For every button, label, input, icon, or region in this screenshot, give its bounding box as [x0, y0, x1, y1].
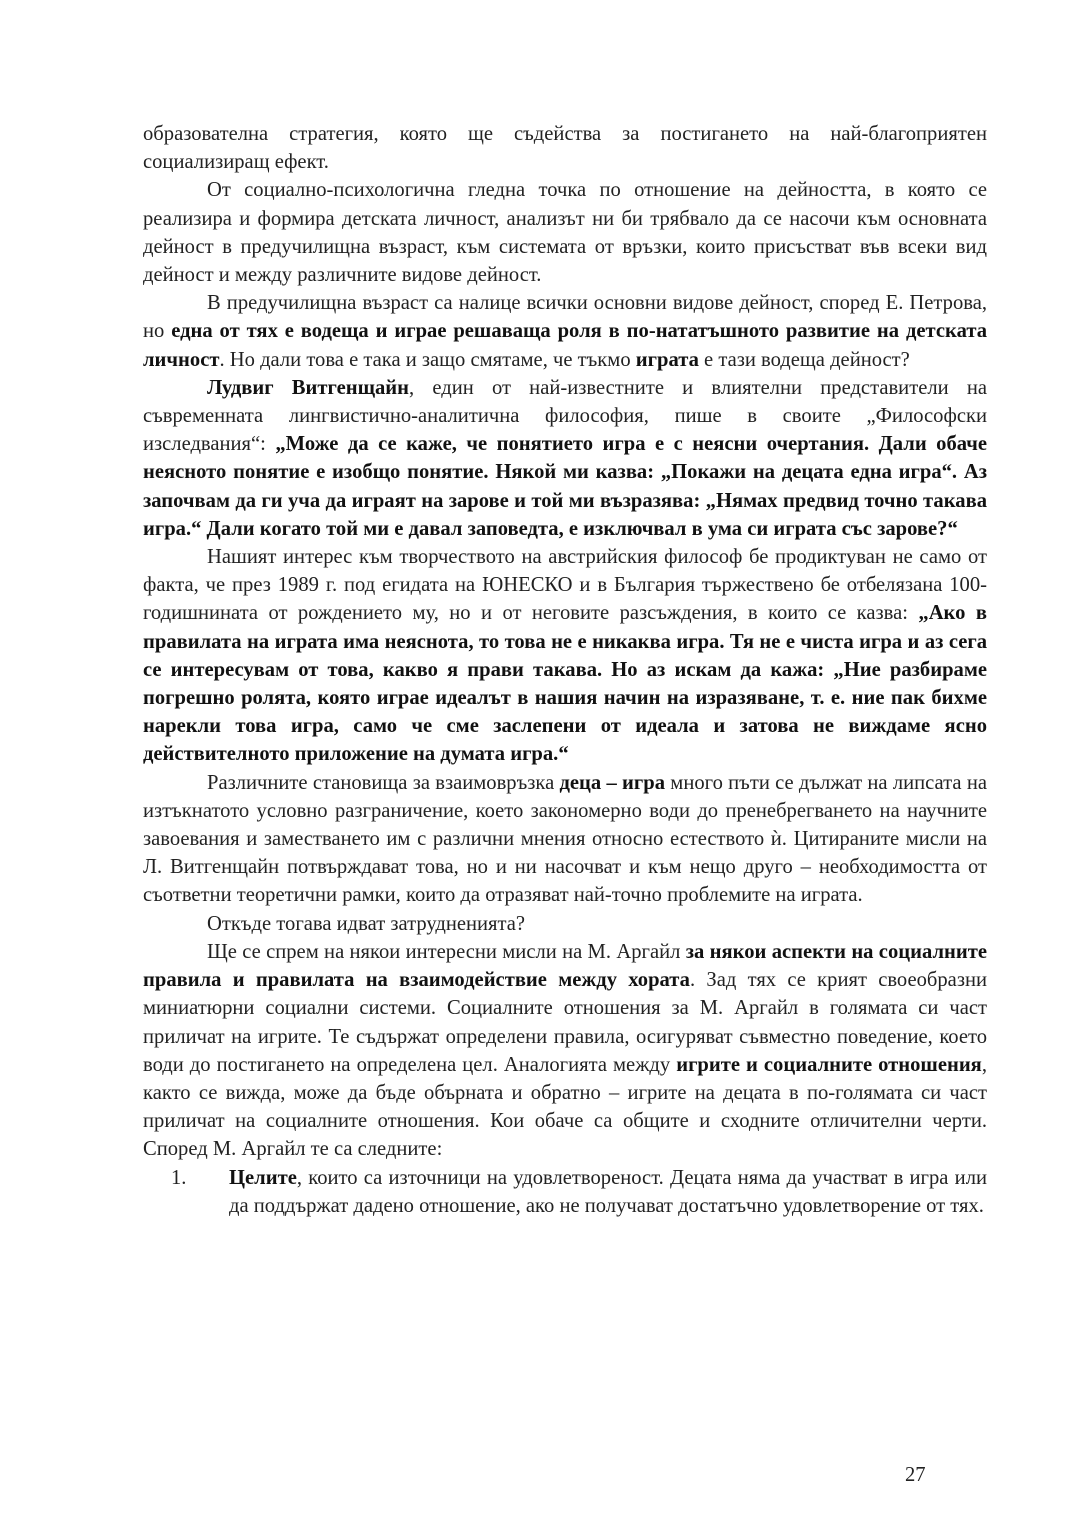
quotation: „Може да се каже, че понятието игра е с неясни очертания. Дали обаче неясното понятие е изобщо понятие. Някой ми казва: „Покажи на децата една игра“. Аз започвам да ги уча да играят на зарове и той ми възразява: „Нямах предвид точно такава игра.“ Дали когато той ми е давал заповедта, е изключвал в ума си играта със зарове?“: [143, 433, 987, 540]
page-number: 27: [905, 1464, 926, 1486]
paragraph-4: Лудвиг Витгенщайн, един от най-известните и влиятелни представители на съвременната лингвистично-аналитична философия, пише в своите „Философски изследвания“: „Може да се каже, че понятието игра е с неясни очертания. Дали обаче неясното понятие е изобщо понятие. Някой ми казва: „Покажи на децата една игра“. Аз започвам да ги уча да играят на зарове и той ми възразява: „Нямах предвид точно такава игра.“ Дали когато той ми е давал заповедта, е изключвал в ума си играта със зарове?“: [143, 376, 988, 540]
emphasis: за някои аспекти на социалните правила и правилата на взаимодействие между хората: [143, 940, 987, 992]
author-name: Лудвиг Витгенщайн: [207, 376, 410, 399]
quotation: „Ако в правилата на играта има неяснота, то това не е никаква игра. Тя не е чиста игра и аз сега се интересувам от това, какво я прави такава. Но аз искам да кажа: „Ние разбираме погрешно ролята, която играе идеалът в нашия начин на изразяване, т. е. ние пак бихме нарекли това игра, само че сме заслепени от идеала и затова не виждаме ясно действителното приложение на думата игра.“: [143, 602, 987, 766]
emphasis: Целите: [229, 1166, 297, 1189]
paragraph-2: От социално-психологична гледна точка по отношение на дейността, в която се реализира и формира детската личност, анализът ни би трябвало да се насочи към основната дейност в предучилищна възраст, към системата от връзки, които присъстват във всеки вид дейност и между различните видове дейност.: [143, 179, 987, 287]
emphasis: игрите и социалните отношения: [676, 1053, 982, 1076]
paragraph-6: Различните становища за взаимовръзка деца – игра много пъти се дължат на липсата на изтъкнатото условно разграничение, което закономерно води до пренебрегването на научните завоевания и заместването им с различни мнения относно естеството ѝ. Цитираните мисли на Л. Витгенщайн потвърждават това, но и ни насочват и към нещо друго – необходимостта от съответни теоретични рамки, които да отразяват най-точно проблемите на играта.: [143, 771, 987, 907]
paragraph-8: Ще се спрем на някои интересни мисли на М. Аргайл за някои аспекти на социалните правила и правилата на взаимодействие между хората. Зад тях се крият своеобразни миниатюрни социални системи. Социалните отношения за М. Аргайл в голямата си част приличат на игрите. Те съдържат определени правила, осигуряват съвместно поведение, което води до постигането на определена цел. Аналогията между игрите и социалните отношения, както се вижда, може да бъде обърната и обратно – игрите на децата в по-голямата си част приличат на социалните отношения. Кои обаче са общите и сходните отличителни черти. Според М. Аргайл те са следните:: [143, 940, 988, 1161]
list-item: 1. Целите, които са източници на удовлетвореност. Децата няма да участват в игра или да поддържат дадено отношение, ако не получават достатъчно удовлетворение от тях.: [143, 1164, 987, 1220]
list-number: 1.: [171, 1166, 187, 1189]
paragraph-5: Нашият интерес към творчеството на австрийския философ бе продиктуван не само от факта, че през 1989 г. под егидата на ЮНЕСКО и в България тържествено бе отбелязана 100-годишнината от рождението му, но и от неговите разсъждения, в които се казва: „Ако в правилата на играта има неяснота, то това не е никаква игра. Тя не е чиста игра и аз сега се интересувам от това, какво я прави такава. Но аз искам да кажа: „Ние разбираме погрешно ролята, която играе идеалът в нашия начин на изразяване, т. е. ние пак бихме нарекли това игра, само че сме заслепени от идеала и затова не виждаме ясно действителното приложение на думата игра.“: [143, 546, 987, 766]
paragraph-1: образователна стратегия, която ще съдейства за постигането на най-благоприятен социализиращ ефект.: [143, 123, 987, 174]
paragraph-3: В предучилищна възраст са налице всички основни видове дейност, според Е. Петрова, но една от тях е водеща и играе решаваща роля в по-нататъшното развитие на детската личност. Но дали това е така и защо смятаме, че тъкмо играта е тази водеща дейност?: [143, 292, 988, 371]
emphasis: играта: [635, 348, 699, 371]
page-body: [143, 120, 987, 1220]
emphasis: една от тях е водеща и играе решаваща роля в по-нататъшното развитие на детската личност: [143, 320, 988, 371]
numbered-list: [143, 1164, 987, 1220]
paragraph-7: Откъде тогава идват затрудненията?: [207, 912, 526, 935]
emphasis: деца – игра: [559, 771, 666, 794]
